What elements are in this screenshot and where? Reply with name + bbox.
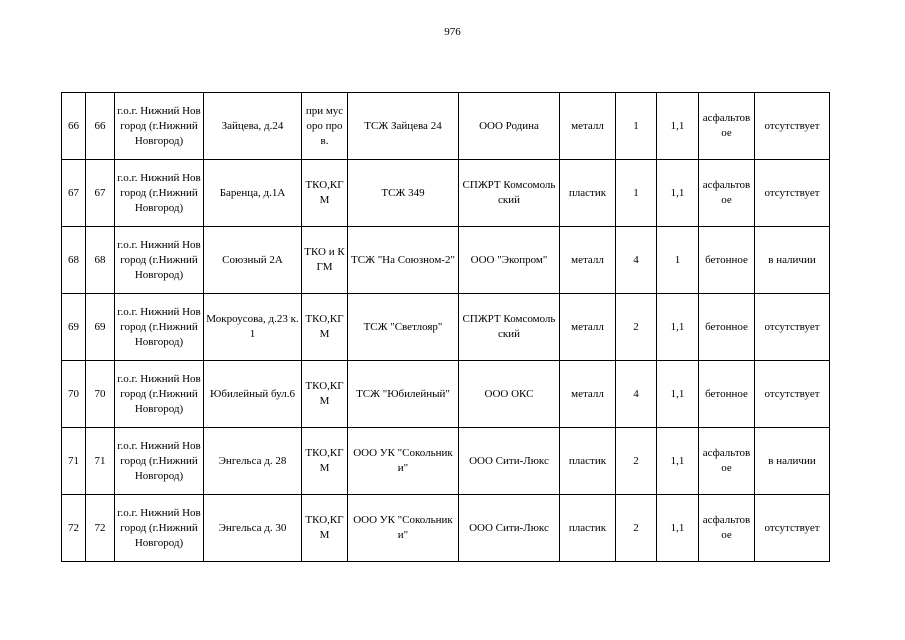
fence-cell: в наличии (755, 428, 830, 495)
waste-sites-table (61, 92, 830, 562)
surface-cell: бетонное (699, 361, 755, 428)
row-number: 72 (62, 495, 86, 562)
owner-cell: ТСЖ "Светлояр" (348, 294, 459, 361)
surface-cell: асфальтов ое (699, 495, 755, 562)
waste-type-cell: ТКО,КГ М (302, 495, 348, 562)
table-row (62, 361, 830, 428)
district-cell: г.о.г. Нижний Новгород (г.Нижний Новгород) (115, 294, 204, 361)
operator-cell: ООО "Экопром" (459, 227, 560, 294)
row-index: 69 (86, 294, 115, 361)
material-cell: металл (560, 361, 616, 428)
address-cell: Энгельса д. 28 (204, 428, 302, 495)
count-cell: 1 (616, 93, 657, 160)
volume-cell: 1,1 (657, 428, 699, 495)
fence-cell: отсутствует (755, 294, 830, 361)
material-cell: пластик (560, 495, 616, 562)
waste-type-cell: ТКО и КГМ (302, 227, 348, 294)
row-index: 70 (86, 361, 115, 428)
volume-cell: 1,1 (657, 294, 699, 361)
row-number: 68 (62, 227, 86, 294)
district-cell: г.о.г. Нижний Новгород (г.Нижний Новгород) (115, 227, 204, 294)
address-cell: Баренца, д.1А (204, 160, 302, 227)
operator-cell: ООО Родина (459, 93, 560, 160)
waste-type-cell: ТКО,КГ М (302, 294, 348, 361)
fence-cell: отсутствует (755, 160, 830, 227)
row-number: 71 (62, 428, 86, 495)
row-number: 66 (62, 93, 86, 160)
operator-cell: ООО Сити-Люкс (459, 428, 560, 495)
row-index: 72 (86, 495, 115, 562)
row-index: 66 (86, 93, 115, 160)
count-cell: 1 (616, 160, 657, 227)
address-cell: Союзный 2А (204, 227, 302, 294)
volume-cell: 1,1 (657, 93, 699, 160)
count-cell: 2 (616, 428, 657, 495)
fence-cell: отсутствует (755, 361, 830, 428)
row-index: 71 (86, 428, 115, 495)
owner-cell: ТСЖ Зайцева 24 (348, 93, 459, 160)
owner-cell: ТСЖ 349 (348, 160, 459, 227)
owner-cell: ООО УК "Сокольники" (348, 495, 459, 562)
volume-cell: 1 (657, 227, 699, 294)
count-cell: 4 (616, 227, 657, 294)
address-cell: Зайцева, д.24 (204, 93, 302, 160)
row-number: 70 (62, 361, 86, 428)
surface-cell: асфальтов ое (699, 428, 755, 495)
table-row (62, 93, 830, 160)
material-cell: пластик (560, 160, 616, 227)
material-cell: металл (560, 294, 616, 361)
volume-cell: 1,1 (657, 495, 699, 562)
address-cell: Юбилейный бул.6 (204, 361, 302, 428)
district-cell: г.о.г. Нижний Новгород (г.Нижний Новгород) (115, 93, 204, 160)
waste-type-cell: при мусоро пров. (302, 93, 348, 160)
material-cell: металл (560, 227, 616, 294)
material-cell: металл (560, 93, 616, 160)
address-cell: Мокроусова, д.23 к.1 (204, 294, 302, 361)
address-cell: Энгельса д. 30 (204, 495, 302, 562)
waste-type-cell: ТКО,КГ М (302, 361, 348, 428)
page-number: 976 (444, 26, 461, 38)
operator-cell: СПЖРТ Комсомольский (459, 294, 560, 361)
operator-cell: ООО ОКС (459, 361, 560, 428)
district-cell: г.о.г. Нижний Новгород (г.Нижний Новгород) (115, 495, 204, 562)
fence-cell: отсутствует (755, 495, 830, 562)
operator-cell: СПЖРТ Комсомольский (459, 160, 560, 227)
row-index: 68 (86, 227, 115, 294)
district-cell: г.о.г. Нижний Новгород (г.Нижний Новгород) (115, 361, 204, 428)
count-cell: 2 (616, 495, 657, 562)
table-row (62, 227, 830, 294)
fence-cell: в наличии (755, 227, 830, 294)
count-cell: 4 (616, 361, 657, 428)
row-index: 67 (86, 160, 115, 227)
volume-cell: 1,1 (657, 160, 699, 227)
surface-cell: асфальтов ое (699, 93, 755, 160)
fence-cell: отсутствует (755, 93, 830, 160)
table-row (62, 428, 830, 495)
owner-cell: ООО УК "Сокольники" (348, 428, 459, 495)
table-row (62, 160, 830, 227)
owner-cell: ТСЖ "На Союзном-2" (348, 227, 459, 294)
owner-cell: ТСЖ "Юбилейный" (348, 361, 459, 428)
district-cell: г.о.г. Нижний Новгород (г.Нижний Новгород) (115, 160, 204, 227)
surface-cell: бетонное (699, 227, 755, 294)
row-number: 67 (62, 160, 86, 227)
table-row (62, 495, 830, 562)
waste-type-cell: ТКО,КГ М (302, 428, 348, 495)
row-number: 69 (62, 294, 86, 361)
material-cell: пластик (560, 428, 616, 495)
surface-cell: бетонное (699, 294, 755, 361)
surface-cell: асфальтов ое (699, 160, 755, 227)
volume-cell: 1,1 (657, 361, 699, 428)
count-cell: 2 (616, 294, 657, 361)
operator-cell: ООО Сити-Люкс (459, 495, 560, 562)
waste-type-cell: ТКО,КГ М (302, 160, 348, 227)
district-cell: г.о.г. Нижний Новгород (г.Нижний Новгород) (115, 428, 204, 495)
table-row (62, 294, 830, 361)
